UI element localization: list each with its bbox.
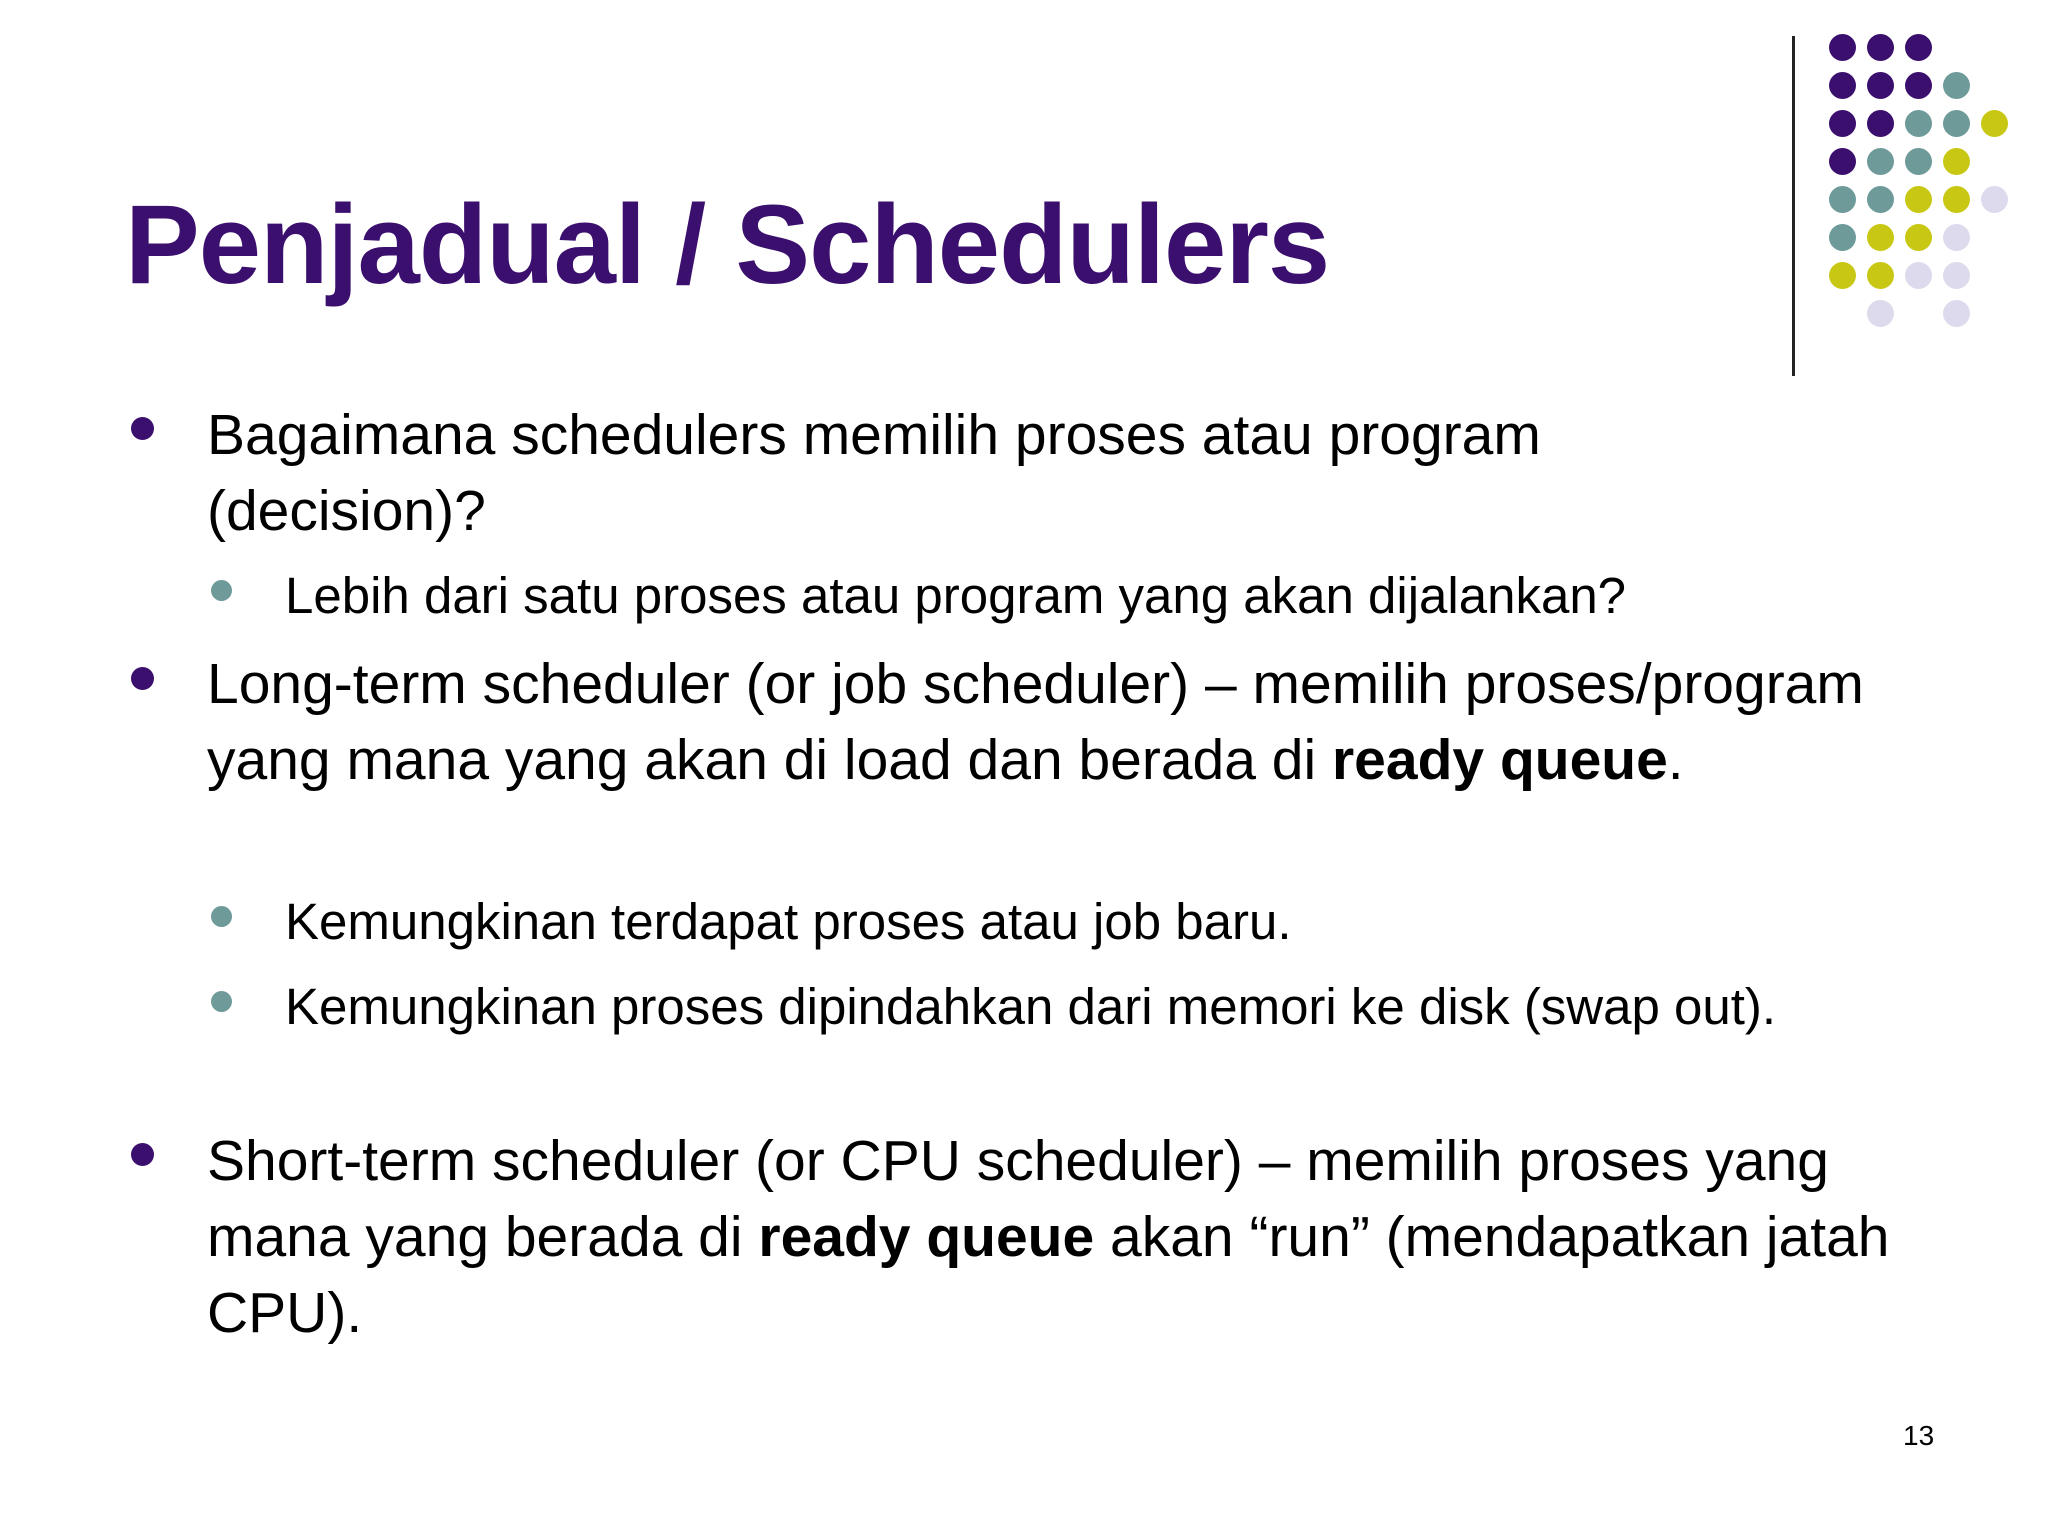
sub-bullet-text: Kemungkinan proses dipindahkan dari memori ke disk (swap out). xyxy=(285,978,1777,1035)
decor-dot xyxy=(1905,262,1932,289)
bullet-marker xyxy=(131,417,154,440)
decor-dot xyxy=(1867,110,1894,137)
decor-dot xyxy=(1905,72,1932,99)
decor-dot xyxy=(1867,224,1894,251)
decor-dot xyxy=(1867,300,1894,327)
decor-dot xyxy=(1943,148,1970,175)
bullet-text xyxy=(207,646,1927,798)
bullet-marker xyxy=(131,1143,154,1166)
sub-bullet-text: Kemungkinan terdapat proses atau job baru. xyxy=(285,893,1292,950)
sub-bullet-marker xyxy=(211,991,232,1012)
bullet-text-bold: ready queue xyxy=(758,1205,1095,1269)
decor-dot xyxy=(1829,148,1856,175)
decor-dot xyxy=(1905,110,1932,137)
bullet-text: Bagaimana schedulers memilih proses atau program (decision)? xyxy=(207,403,1541,543)
decor-dot xyxy=(1905,186,1932,213)
slide-title: Penjadual / Schedulers xyxy=(125,182,1330,307)
decorative-dot-pattern xyxy=(0,0,2048,400)
decor-dot xyxy=(1905,224,1932,251)
decor-dot xyxy=(1829,262,1856,289)
bullet-text-part: Long-term scheduler (or job scheduler) – memilih proses/program yang mana yang akan di load dan berada di xyxy=(207,652,1864,792)
decor-dot xyxy=(1943,262,1970,289)
decor-dot xyxy=(1867,262,1894,289)
decor-dot xyxy=(1829,110,1856,137)
decor-dot xyxy=(1943,224,1970,251)
page-number: 13 xyxy=(1903,1420,1935,1451)
decor-dot xyxy=(1943,72,1970,99)
decor-dot xyxy=(1867,72,1894,99)
decor-dot xyxy=(1905,34,1932,61)
decor-dot xyxy=(1829,186,1856,213)
sub-bullet-marker xyxy=(211,580,232,601)
decor-dot xyxy=(1905,148,1932,175)
decor-dot xyxy=(1829,224,1856,251)
bullet-text-part: Short-term scheduler (or CPU scheduler) – memilih proses yang mana yang berada di xyxy=(207,1129,1829,1269)
decor-dot xyxy=(1981,110,2008,137)
bullet-text-part: . xyxy=(1667,728,1684,792)
decor-dot xyxy=(1867,34,1894,61)
bullet-text xyxy=(207,1123,1907,1351)
bullet-text-part: akan “run” (mendapatkan jatah CPU). xyxy=(207,1205,1890,1345)
decor-dot xyxy=(1867,186,1894,213)
sub-bullet-text: Lebih dari satu proses atau program yang akan dijalankan? xyxy=(285,567,1627,624)
bullet-text-bold: ready queue xyxy=(1332,728,1668,792)
decor-dot xyxy=(1829,72,1856,99)
decor-dot xyxy=(1867,148,1894,175)
decor-dot xyxy=(1943,300,1970,327)
decor-dot xyxy=(1943,110,1970,137)
decor-dot xyxy=(1981,186,2008,213)
decor-dot xyxy=(1943,186,1970,213)
sub-bullet-marker xyxy=(211,906,232,927)
decor-dot xyxy=(1829,34,1856,61)
bullet-marker xyxy=(131,667,154,690)
